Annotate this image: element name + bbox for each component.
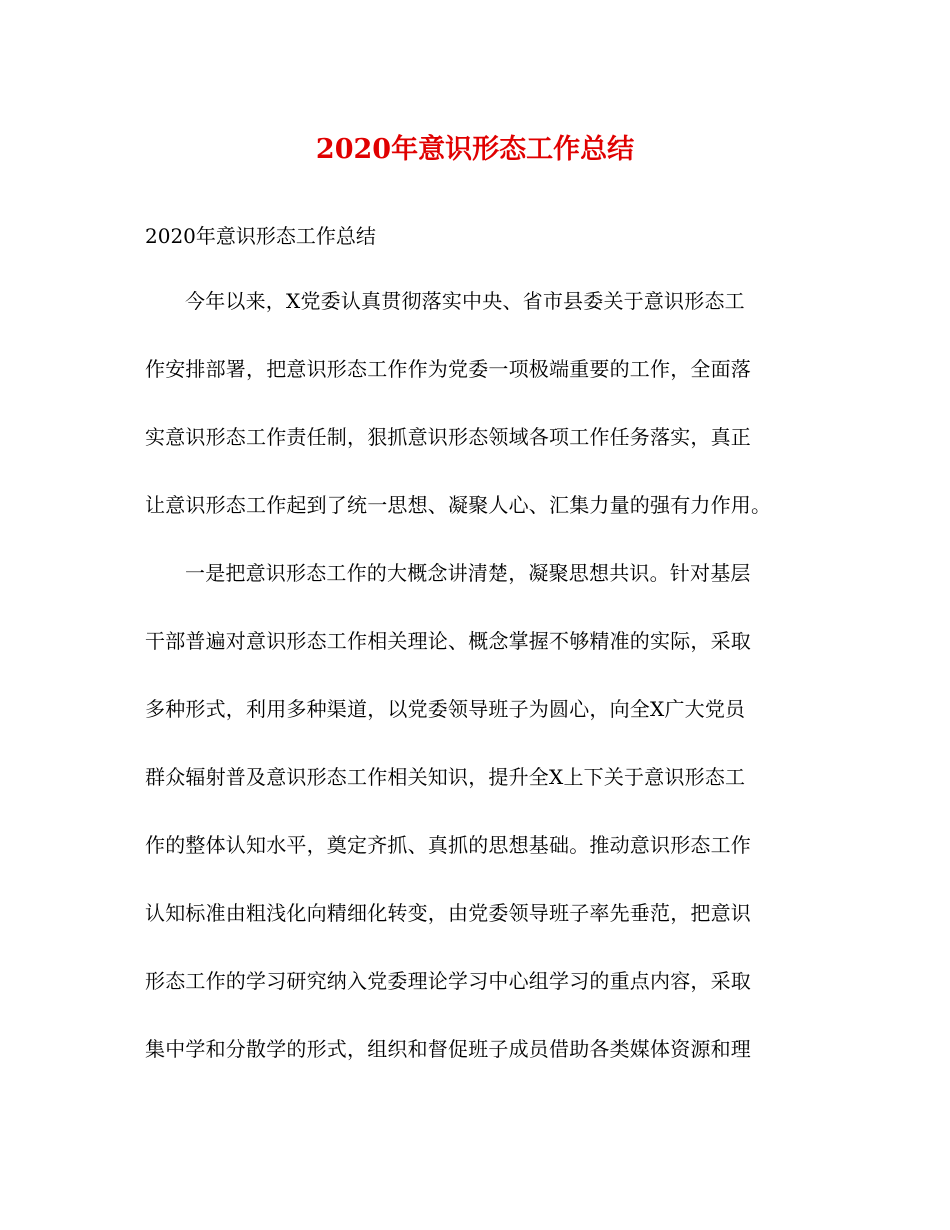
paragraph-line: 集中学和分散学的形式，组织和督促班子成员借助各类媒体资源和理: [145, 1037, 751, 1061]
paragraph-line: 干部普遍对意识形态工作相关理论、概念掌握不够精准的实际，采取: [145, 629, 751, 653]
paragraph-line: 实意识形态工作责任制，狠抓意识形态领域各项工作任务落实，真正: [145, 425, 751, 449]
document-subtitle: 2020年意识形态工作总结: [145, 224, 376, 248]
paragraph-line: 作的整体认知水平，奠定齐抓、真抓的思想基础。推动意识形态工作: [145, 833, 751, 857]
document-title: 2020年意识形态工作总结: [315, 134, 635, 165]
paragraph-line: 群众辐射普及意识形态工作相关知识，提升全X上下关于意识形态工: [145, 765, 746, 789]
paragraph-line: 今年以来，X党委认真贯彻落实中央、省市县委关于意识形态工: [185, 289, 745, 313]
paragraph-line: 让意识形态工作起到了统一思想、凝聚人心、汇集力量的强有力作用。: [145, 493, 772, 517]
paragraph-line: 形态工作的学习研究纳入党委理论学习中心组学习的重点内容，采取: [145, 969, 751, 993]
paragraph-line: 认知标准由粗浅化向精细化转变，由党委领导班子率先垂范，把意识: [145, 901, 751, 925]
paragraph-line: 一是把意识形态工作的大概念讲清楚，凝聚思想共识。针对基层: [185, 561, 751, 585]
paragraph-line: 多种形式，利用多种渠道，以党委领导班子为圆心，向全X广大党员: [145, 697, 746, 721]
paragraph-line: 作安排部署，把意识形态工作作为党委一项极端重要的工作，全面落: [145, 357, 751, 381]
